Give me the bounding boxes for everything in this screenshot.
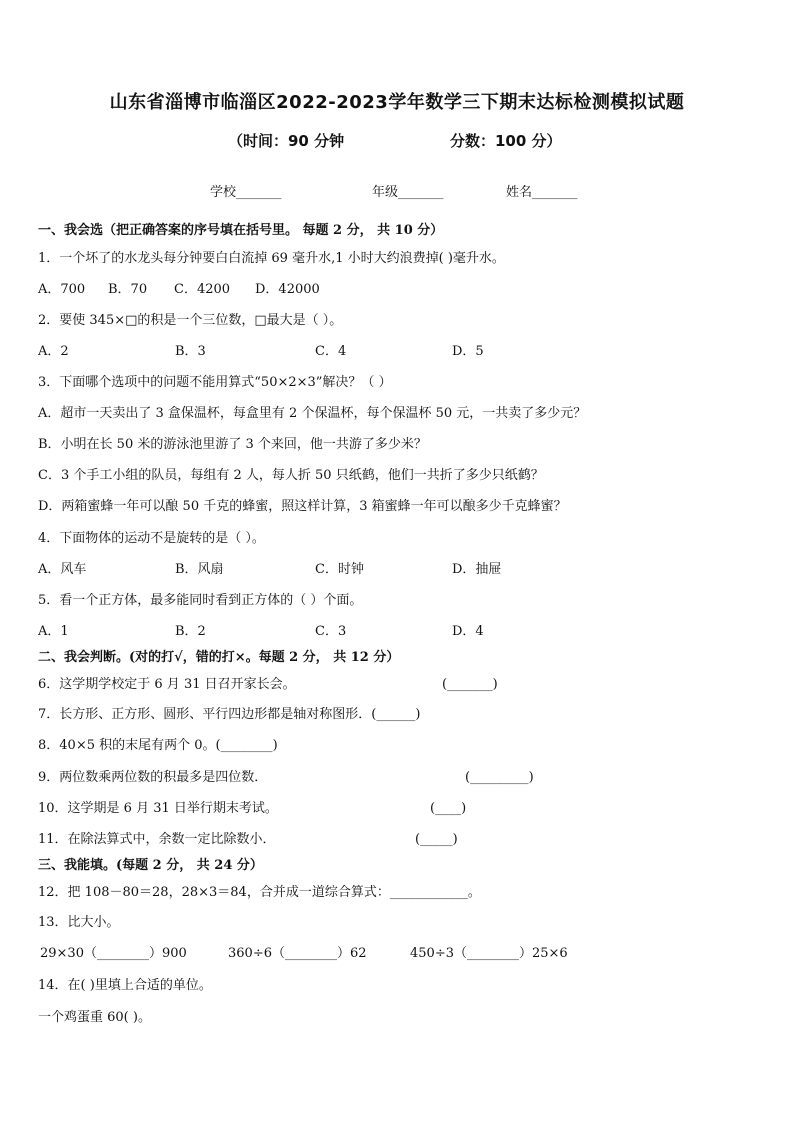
question-13: 13．比大小。	[38, 915, 120, 930]
q3-option-a[interactable]: A．超市一天卖出了 3 盒保温杯，每盒里有 2 个保温杯，每个保温杯 50 元，一共卖了多少元？	[38, 406, 587, 421]
question-10: 10．这学期是 6 月 31 日举行期末考试。	[38, 801, 278, 816]
score-label: 分数：100 分）	[450, 132, 562, 150]
question-11: 11．在除法算式中，余数一定比除数小．	[38, 832, 276, 847]
q5-option-a[interactable]: A．1	[38, 624, 69, 639]
q3-option-d[interactable]: D．两箱蜜蜂一年可以酿 50 千克的蜂蜜，照这样计算，3 箱蜜蜂一年可以酿多少千克蜂蜜？	[38, 499, 567, 514]
q4-option-b[interactable]: B．风扇	[175, 562, 224, 577]
q13-compare-a[interactable]: 29×30（________）900	[40, 946, 187, 961]
question-1: 1．一个坏了的水龙头每分钟要白白流掉 69 毫升水,1 小时大约浪费掉( )毫升水。	[38, 251, 505, 266]
q10-answer-blank[interactable]: (____)	[430, 801, 467, 816]
q2-option-a[interactable]: A．2	[38, 344, 69, 359]
q13-compare-c[interactable]: 450÷3（________）25×6	[410, 946, 568, 961]
question-14: 14．在( )里填上合适的单位。	[38, 978, 212, 993]
q3-option-b[interactable]: B．小明在长 50 米的游泳池里游了 3 个来回，他一共游了多少米？	[38, 437, 427, 452]
question-7: 7．长方形、正方形、圆形、平行四边形都是轴对称图形．(______)	[38, 707, 421, 722]
question-4: 4．下面物体的运动不是旋转的是（ ）。	[38, 531, 265, 546]
section-heading-fill: 三、我能填。(每题 2 分， 共 24 分）	[38, 858, 263, 873]
question-6: 6．这学期学校定于 6 月 31 日召开家长会。	[38, 677, 296, 692]
section-heading-choice: 一、我会选（把正确答案的序号填在括号里。 每题 2 分， 共 10 分）	[38, 223, 444, 238]
q9-answer-blank[interactable]: (_________)	[465, 770, 534, 785]
q5-option-b[interactable]: B．2	[175, 624, 206, 639]
time-label: （时间：90 分钟	[228, 132, 345, 150]
q6-answer-blank[interactable]: (_______)	[442, 677, 498, 692]
q11-answer-blank[interactable]: (_____)	[415, 832, 458, 847]
q5-option-d[interactable]: D．4	[452, 624, 484, 639]
grade-field[interactable]: 年级_______	[372, 185, 444, 200]
q1-option-d[interactable]: D．42000	[255, 282, 320, 297]
question-2: 2．要使 345×□的积是一个三位数，□最大是（ ）。	[38, 313, 343, 328]
school-field[interactable]: 学校_______	[210, 185, 282, 200]
question-9: 9．两位数乘两位数的积最多是四位数．	[38, 770, 268, 785]
q4-option-d[interactable]: D．抽屉	[452, 562, 502, 577]
q1-option-a[interactable]: A．700	[38, 282, 86, 297]
q14-item-a[interactable]: 一个鸡蛋重 60( )。	[38, 1010, 151, 1025]
q1-option-b[interactable]: B．70	[108, 282, 148, 297]
section-heading-judge: 二、我会判断。(对的打√，错的打×。每题 2 分， 共 12 分）	[38, 650, 400, 665]
q2-option-d[interactable]: D．5	[452, 344, 484, 359]
question-8: 8．40×5 积的末尾有两个 0。(________)	[38, 738, 278, 753]
page-title: 山东省淄博市临淄区2022-2023学年数学三下期末达标检测模拟试题	[109, 92, 685, 113]
q13-compare-b[interactable]: 360÷6（________）62	[228, 946, 367, 961]
q2-option-c[interactable]: C．4	[315, 344, 347, 359]
question-3: 3．下面哪个选项中的问题不能用算式“50×2×3”解决？（ ）	[38, 375, 392, 390]
q2-option-b[interactable]: B．3	[175, 344, 206, 359]
q4-option-a[interactable]: A．风车	[38, 562, 87, 577]
name-field[interactable]: 姓名_______	[506, 185, 578, 200]
question-5: 5．看一个正方体，最多能同时看到正方体的（ ）个面。	[38, 593, 363, 608]
q5-option-c[interactable]: C．3	[315, 624, 347, 639]
q1-option-c[interactable]: C．4200	[174, 282, 231, 297]
question-12: 12．把 108－80＝28，28×3＝84，合并成一道综合算式：____________。	[38, 885, 481, 900]
q4-option-c[interactable]: C．时钟	[315, 562, 364, 577]
q3-option-c[interactable]: C．3 个手工小组的队员，每组有 2 人，每人折 50 只纸鹤，他们一共折了多少只纸鹤？	[38, 468, 544, 483]
